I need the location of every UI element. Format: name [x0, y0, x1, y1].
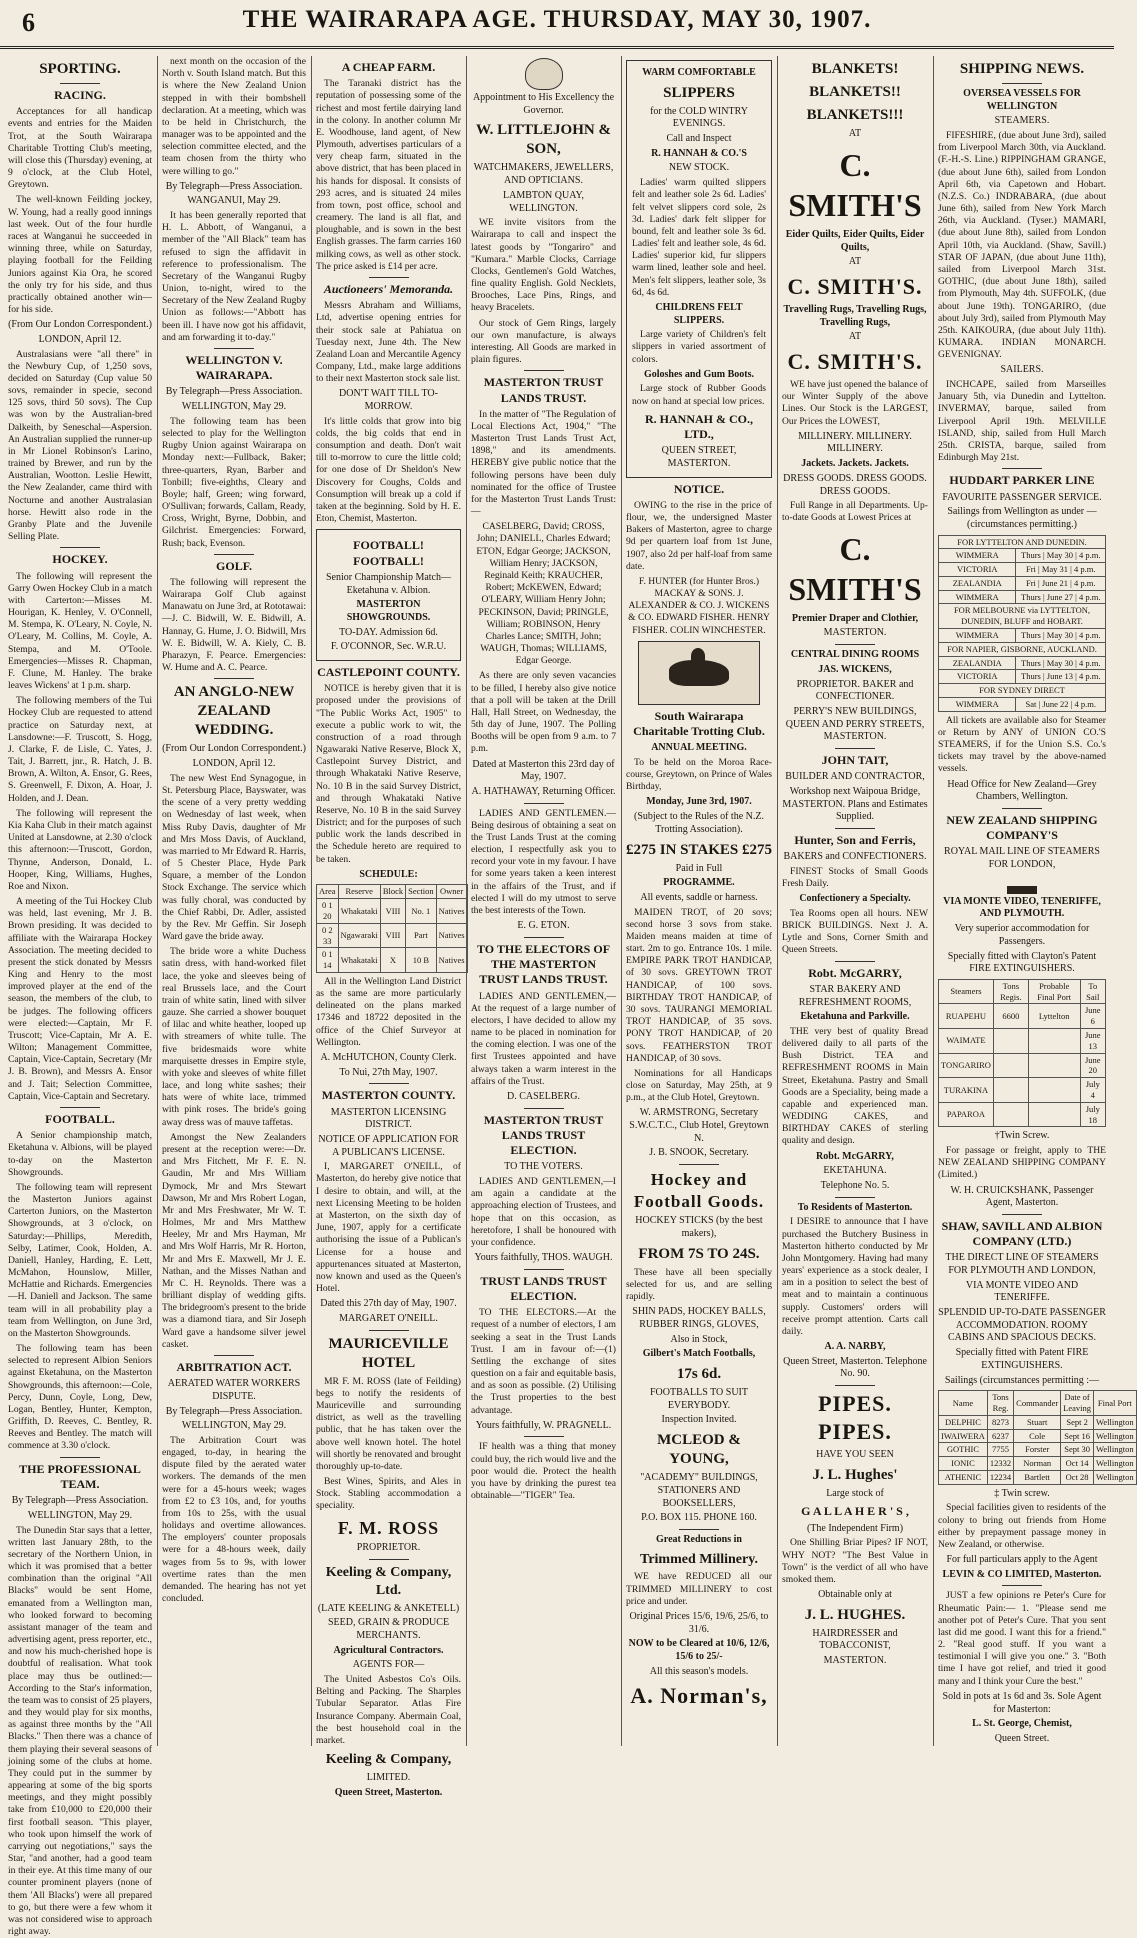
notice-paragraph: TO THE ELECTORS.—At the request of a number of electors, I am seeking a seat in the Trust Lands Trust. I am in favour of:—(1) Settling the exchange of sites question on a fair and equitable basis, and as soon as possible. (2) Utilising the Trust properties to the best advantage.: [471, 1307, 616, 1417]
notice-paragraph: As there are only seven vacancies to be filled, I hereby also give notice that a poll will be taken at the Drill Hall, Hall Street, on Wednesday, the 5th day of June, 1907. The Polling Booths will be open from 9 a.m. to 7 p.m.: [471, 670, 616, 755]
dateline: WELLINGTON, May 29.: [162, 1420, 306, 1433]
nominee-list: CASELBERG, David; CROSS, John; DANIELL, Charles Edward; ETON, Edgar George; JACKSON, William Henry; JACKSON, Reginald Keith; KRAUCHER, Robert; McKEWEN, Edward; O'LEARY, William Henry John; PECKINSON, David; PRINGLE, William; ROBINSON, Henry Charles Lance; SMITH, John; WAUGH, Thomas; WILLIAMS, Edgar George.: [471, 521, 616, 667]
notice-paragraph: OWING to the rise in the price of flour, we, the undersigned Master Bakers of Masterton, agree to charge 9d per quartern loaf from 1st June, 1907, also 2d per half-loaf from same date.: [626, 500, 772, 573]
column-rule: [157, 56, 158, 1746]
article-paragraph: Amongst the New Zealanders present at the reception were:—Dr. and Mrs Fitchett, Mr F. E. N. Gaudin, Mr and Mrs William Dymock, Mr and Mrs Stewart Dawson, Mr and Mrs Robert Logan, Mr and Mrs Freshwater, Mr W. T. Holmes, Mr and Mrs Matthew Heeley, Mr and Mrs Hayman, Mr and Mrs Wolf Harris, Mr R. Horton, Mr and Mrs E. Maxwell, Mr J. E. Nathan, and the Misses Nathan and Mr C. H. Reynolds. There was a brilliant display of wedding gifts. The bridegroom's present to the bride was a diamond tiara, and Sir Joseph Ward gave a handsome silver jewel casket.: [162, 1132, 306, 1351]
article-paragraph: A meeting of the Tui Hockey Club was held, last evening, Mr J. B. Brown presiding. It was decided to affiliate with the Wairarapa Hockey Association. The meeting decided to present the stick donated by Messrs King and Henry to the most improved player at the end of the season, the members of the club, to be judges. The following officers were elected:—Captain, Mr F. Truscott; Vice-Captain, Mr A. E. Wilton; Management Committee, Captain, Vice-Captain, Secretary (Mr J. B. Brown), and Messrs A. Ensor and J. Tait; Selection Committee, Captain, Vice-Captain and Secretary.: [8, 896, 152, 1103]
advert-heading: South Wairarapa Charitable Trotting Club.: [626, 709, 772, 739]
table-row: RUAPEHU 6600 Lyttelton June 6: [939, 1004, 1106, 1029]
section-heading: SHIPPING NEWS.: [938, 60, 1106, 79]
subheading-hockey: HOCKEY.: [8, 552, 152, 567]
article-paragraph: The well-known Feilding jockey, W. Young, had a really good innings last week. Out of the four hurdle races at Wanganui he succeeded in winning three, while on Saturday, playing football for the Feilding Juniors against Kia Ora, he scored the only try for his side, and thus practically obtained another win—for his side.: [8, 194, 152, 316]
column-rule: [311, 56, 312, 1746]
notice-paragraph: I, MARGARET O'NEILL, of Masterton, do hereby give notice that I desire to obtain, and will, at the next Licensing Meeting to be holden at Masterton, on the sixth day of June, 1907, apply for a certificate authorising the issue of a Publican's License for a house and appurtenances situated at Masterton, now known and used as the Queen's Hotel.: [316, 1161, 461, 1295]
table-row: FOR LYTTELTON AND DUNEDIN.: [939, 535, 1106, 549]
column-rule: [621, 56, 622, 1746]
advert-paragraph: JUST a few opinions re Peter's Cure for Rheumatic Pain:— 1. "Please send me another pot of Peter's Cure. That you sent last did me good. I want this for a friend." 2. "Real good stuff. If you want a testimonial I will give you one." 3. "Both time I have got relief, and tried it good many and I think your Cure the best.": [938, 1590, 1106, 1687]
advert-paragraph: IF health was a thing that money could buy, the rich would live and the poor would die. Protect the health you have by drinking the purest tea obtainable—"TIGER" Tea.: [471, 1441, 616, 1502]
table-row: WIMMERA Thurs | May 30 | 4 p.m.: [939, 549, 1106, 563]
byline: By Telegraph—Press Association.: [162, 181, 306, 194]
column-shipping: SHIPPING NEWS. OVERSEA VESSELS FOR WELLINGTON STEAMERS. FIFESHIRE, (due about June 3rd), sailed from Liverpool March 30th, via Auckland. (F.-H.-S. Line.) RIPPINGHAM GRANGE, (due about June 6th), sailed from London April 6th, via Capetown and Hobart. (N.Z.S. Co.) INDRABARA, (due about June 6th), sailed from New York March 26th, via Auckland. (Tyser.) MAMARI, (due about June 8th), sailed from London April 10th, via Auckland. (Shaw, Savill.) STAR OF JAPAN, (due about June 11th), sailed from Liverpool March 31st. GOTHIC, (due about June 18th), sailed from Plymouth, May 4th. SUFFOLK, (due about June 19th). TONGARIRO, (due about July 3rd), sailed from Plymouth May 25th. KAIKOURA, (due about July 11th). KUMARA. INDIAN MONARCH. GEVENIGNAY. SAILERS. INCHCAPE, sailed from Marseilles January 5th, via Dunedin and Lyttelton. INVERMAY, barque, sailed from Liverpool April 19th. MELVILLE ISLAND, ship, sailed from Hull March 25th. CRISTA, barque, sailed from Edinburgh May 21st. HUDDART PARKER LINE FAVOURITE PASSENGER SERVICE. Sailings from Wellington as under — (circumstances permitting.) FOR LYTTELTON AND DUNEDIN. WIMMERA Thurs | May 30 | 4 p.m. VICTORIA Fri | May 31 | 4 p.m. ZEALANDIA Fri | June 21 | 4 p.m. WIMMERA Thurs | June 27 | 4 p.m. FOR MELBOURNE via LYTTELTON, DUNEDIN, BLUFF and HOBART. WIMMERA Thurs | May 30 | 4 p.m. FOR NAPIER, GISBORNE, AUCKLAND. ZEALANDIA Thurs | May 30 | 4 p.m. VICTORIA Thurs | June 13 | 4 p.m. FOR SYDNEY DIRECT WIMMERA Sat | June 22 | 4 p.m. All tickets are available also for Steamer or Return by ANY of UNION CO.'S STEAMERS, if for the Union S.S. Co.'s tickets may travel by the above-named vessels. Head Office for New Zealand—Grey Chambers, Wellington. NEW ZEALAND SHIPPING COMPANY'S ROYAL MAIL LINE OF STEAMERS FOR LONDON, VIA MONTE VIDEO, TENERIFFE, AND PLYMOUTH. Very superior accommodation for Passengers. Specially fitted with Clayton's Patent FIRE EXTINGUISHERS. Steamers Tons Regis. Probable Final Port To Sail RUAPEHU 6600 Lyttelton June 6 WAIMATE June 13 TONGARIRO June 20 TURAKINA July 4 PAPAROA July 18 †Twin Screw. For passage or freight, apply to THE NEW ZEALAND SHIPPING COMPANY (Limited.) W. H. CRUICKSHANK, Passenger Agent, Masterton. SHAW, SAVILL AND ALBION COMPANY (LTD.) THE DIRECT LINE OF STEAMERS FOR PLYMOUTH AND LONDON, VIA MONTE VIDEO AND TENERIFFE. SPLENDID UP-TO-DATE PASSENGER ACCOMMODATION. ROOMY CABINS AND SPACIOUS DECKS. Specially fitted with Patent FIRE EXTINGUISHERS. Sailings (circumstances permitting :— Name Tons Reg. Commander Date of Leaving Final Port DELPHIC 8273 Stuart Sept 2 Wellington IWAIWERA 6237 Cole Sept 16 Wellington GOTHIC 7755 Forster Sept 30 Wellington IONIC 12332 Norman Oct 14 Wellington ATHENIC 12234 Bartlett Oct 28 Wellington ‡ Twin screw. Special facilities given to residents of the colony to bring out friends from Home either by prepayment passage money in New Zealand, or otherwise. For full particulars apply to the Agent LEVIN & CO LIMITED, Masterton. JUST a few opinions re Peter's Cure for Rheumatic Pain:— 1. "Please send me another pot of Peter's Cure. That you sent last did me good. I want this for a friend." 2. "Real good stuff. If you want a testimonial I will give you one." 3. "Both time I have got relief, and tried it good many and I think your Cure the best." Sold in pots at 1s 6d and 3s. Sole Agent for Masterton: L. St. George, Chemist, Queen Street.: [938, 56, 1106, 1746]
advert-paragraph: Best Wines, Spirits, and Ales in Stock. Stabling accommodation a speciality.: [316, 1476, 461, 1513]
subheading: AERATED WATER WORKERS DISPUTE.: [162, 1378, 306, 1403]
article-paragraph: Messrs Abraham and Williams, Ltd, advertise opening entries for their stock sale at Pahiatua on Tuesday next, June 4th. The New Zealand Loan and Mercantile Agency Company, Ltd., make large additions to their next Masterton stock sale list.: [316, 300, 461, 385]
table-row: GOTHIC 7755 Forster Sept 30 Wellington: [939, 1443, 1137, 1457]
advert-paragraph: WE invite visitors from the Wairarapa to call and inspect the latest goods by "Tongariro" and "Kumara." Marble Clocks, Carriage Clocks, Gentlemen's Gold Watches, fine quality English. Gold Necklets, Brooches, Lace Pins, Rings, and heavy Bracelets.: [471, 217, 616, 314]
article-paragraph: It has been generally reported that H. L. Abbott, of Wanganui, a member of the "All Black" team has refused to sign the affidavit in reference to professionalism. The Secretary of the Wanganui Rugby Union, to-night, wired to the Secretary of the New Zealand Rugby Union as follows:—"Abbott has been ill. I have now got his affidavit, and am forwarding it to-day.": [162, 210, 306, 344]
byline: By Telegraph—Press Association.: [162, 386, 306, 399]
advert-football: FOOTBALL! FOOTBALL! Senior Championship Match— Eketahuna v. Albion. MASTERTON SHOWGROUNDS. TO-DAY. Admission 6d. F. O'CONNOR, Sec. W.R.U.: [316, 529, 461, 661]
table-row: ATHENIC 12234 Bartlett Oct 28 Wellington: [939, 1470, 1137, 1484]
advert-heading: NEW ZEALAND SHIPPING COMPANY'S: [938, 813, 1106, 843]
article-paragraph: The following will represent the Wairarapa Golf Club against Manawatu on June 3rd, at Rototawai:—J. C. Bidwill, W. E. Bidwill, A. Hannay, G. Hume, J. O. Bidwill, Mrs W. E. Bidwill, W. A. Kiely, C. B. Pharazyn, F. Pearce. Emergencies: W. Hume and A. C. Pearce.: [162, 577, 306, 674]
table-row: TURAKINA July 4: [939, 1078, 1106, 1103]
advert-heading: C. SMITH'S: [782, 145, 928, 226]
article-paragraph: next month on the occasion of the North v. South Island match. But this is where the New Zealand Union stepped in with their bombshell declaration. At a meeting, which was to be held in Christchurch, the manager was to be appointed and the selection committee elected, and the team chosen from the thirty who were willing to go.": [162, 56, 306, 178]
table-row: VICTORIA Fri | May 31 | 4 p.m.: [939, 563, 1106, 577]
column-adverts-1: WARM COMFORTABLE SLIPPERS for the COLD WINTRY EVENINGS. Call and Inspect R. HANNAH & CO.'S NEW STOCK. Ladies' warm quilted slippers felt and leather sole 2s 6d. Ladies' felt velvet slippers cord sole, 2s 3d. Ladies' dark felt slipper for bound, felt and leather sole 3s 6d. Ladies' felt and leather sole, 4s 6d. Ladies' superior kid, fur slippers warm lined, leather sole and heel. Men's felt slippers, leather sole, 3s 6d, 4s 6d. CHILDRENS FELT SLIPPERS. Large variety of Children's felt slippers in varied assortment of colors. Goloshes and Gum Boots. Large stock of Rubber Goods now on hand at special low prices. R. HANNAH & CO., LTD., QUEEN STREET, MASTERTON. NOTICE. OWING to the rise in the price of flour, we, the undersigned Master Bakers of Masterton, agree to charge 9d per quartern loaf from 1st June, 1907, also 2d per half-loaf from same date. F. HUNTER (for Hunter Bros.) MACKAY & SONS. J. ALEXANDER & CO. J. WICKENS & CO. EDWARD FISHER. HENRY FISHER. COLIN WINCHESTER. South Wairarapa Charitable Trotting Club. ANNUAL MEETING. To be held on the Moroa Race-course, Greytown, on Prince of Wales Birthday, Monday, June 3rd, 1907. (Subject to the Rules of the N.Z. Trotting Association). £275 IN STAKES £275 Paid in Full PROGRAMME. All events, saddle or harness. MAIDEN TROT, of 20 sovs; second horse 3 sovs from stake. Maiden means maiden at time of start. 2m to go. Entrance 10s. 1 mile. EMPIRE PARK TROT HANDICAP, of 30 sovs. GREYTOWN TROT HANDICAP, of 100 sovs. BIRTHDAY TROT HANDICAP, of 30 sovs. TAURANGI MEMORIAL TROT HANDICAP, of 35 sovs. PONY TROT HANDICAP, of 20 sovs. FEATHERSTON TROT HANDICAP, of 30 sovs. Nominations for all Handicaps close on Saturday, May 25th, at 9 p.m., at the Club Hotel, Greytown. W. ARMSTRONG, Secretary S.W.C.T.C., Club Hotel, Greytown N. J. B. SNOOK, Secretary. Hockey and Football Goods. HOCKEY STICKS (by the best makers), FROM 7S TO 24S. These have all been specially selected for us, and are selling rapidly. SHIN PADS, HOCKEY BALLS, RUBBER RINGS, GLOVES, Also in Stock, Gilbert's Match Footballs, 17s 6d. FOOTBALLS TO SUIT EVERYBODY. Inspection Invited. MCLEOD & YOUNG, "ACADEMY" BUILDINGS, STATIONERS AND BOOKSELLERS, P.O. BOX 115. PHONE 160. Great Reductions in Trimmed Millinery. WE have REDUCED all our TRIMMED MILLINERY to cost price and under. Original Prices 15/6, 19/6, 25/6, to 31/6. NOW to be Cleared at 10/6, 12/6, 15/6 to 25/- All this season's models. A. Norman's,: [626, 56, 772, 1746]
column-adverts-2: BLANKETS! BLANKETS!! BLANKETS!!! AT C. SMITH'S Eider Quilts, Eider Quilts, Eider Quilts, AT C. SMITH'S. Travelling Rugs, Travelling Rugs, Travelling Rugs, AT C. SMITH'S. WE have just opened the balance of our Winter Supply of the above Lines. Our Stock is the LARGEST, Our Prices the LOWEST, MILLINERY. MILLINERY. MILLINERY. Jackets. Jackets. Jackets. DRESS GOODS. DRESS GOODS. DRESS GOODS. Full Range in all Departments. Up-to-date Goods at Lowest Prices at C. SMITH'S Premier Draper and Clothier, MASTERTON. CENTRAL DINING ROOMS JAS. WICKENS, PROPRIETOR. BAKER and CONFECTIONER. PERRY'S NEW BUILDINGS, QUEEN AND PERRY STREETS, MASTERTON. JOHN TAIT, BUILDER AND CONTRACTOR, Workshop next Waipoua Bridge, MASTERTON. Plans and Estimates Supplied. Hunter, Son and Ferris, BAKERS and CONFECTIONERS. FINEST Stocks of Small Goods Fresh Daily. Confectionery a Specialty. Tea Rooms open all hours. NEW BRICK BUILDINGS. Next J. A. Lytle and Sons, Corner Smith and Queen Streets. Robt. McGARRY, STAR BAKERY AND REFRESHMENT ROOMS, Eketahuna and Parkville. THE very best of quality Bread delivered daily to all parts of the Bush District. TEA and REFRESHMENT ROOMS in Main Street, Eketahuna. Pastry and Small Goods are a Speciality, being made a capable and experienced man. WEDDING CAKES, and BIRTHDAY CAKES of sterling quality and design. Robt. McGARRY, EKETAHUNA. Telephone No. 5. To Residents of Masterton. I DESIRE to announce that I have purchased the Butchery Business in Masterton hitherto conducted by Mr John Montgomery. Having had many years' experience as a stock dealer, I am in a position to select the best of meat and to maintain a continuous supply. Customers' orders will receive prompt attention. Carts call daily. A. A. NARBY, Queen Street, Masterton. Telephone No. 90. PIPES. PIPES. HAVE YOU SEEN J. L. Hughes' Large stock of G A L L A H E R ' S , (The Independent Firm) One Shilling Briar Pipes? IF NOT, WHY NOT? "The Best Value in Town" is the verdict of all who have smoked them. Obtainable only at J. L. HUGHES. HAIRDRESSER and TOBACCONIST, MASTERTON.: [782, 56, 928, 1746]
column-notices: A CHEAP FARM. The Taranaki district has the reputation of possessing some of the richest and most fertile dairying land in the colony. In another column Mr E. Woodhouse, land agent, of New Plymouth, advertises particulars of a very cheap farm, situated in the above district, that has been placed in his hands for disposal. It consists of 293 acres, and is situated 24 miles from town, post office, school and creamery. The land is all flat, and ploughable, and is sown in the best English grasses. The farm carries 160 milking cows, as well as other stock. The price asked is £14 per acre. Auctioneers' Memoranda. Messrs Abraham and Williams, Ltd, advertise opening entries for their stock sale at Pahiatua on Tuesday next, June 4th. The New Zealand Loan and Mercantile Agency Company, Ltd., make large additions to their next Masterton stock sale list. DON'T WAIT TILL TO-MORROW. It's little colds that grow into big colds, the big colds that end in consumption and death. Don't wait till to-morrow to cure the little cold; for one dose of Dr Sheldon's New Discovery for Coughs, Colds and Consumption will break up a cold if taken at the beginning. Sold by H. E. Eton, Chemist, Masterton. FOOTBALL! FOOTBALL! Senior Championship Match— Eketahuna v. Albion. MASTERTON SHOWGROUNDS. TO-DAY. Admission 6d. F. O'CONNOR, Sec. W.R.U. CASTLEPOINT COUNTY. NOTICE is hereby given that it is proposed under the provisions of "The Public Works Act, 1905" to execute a public work to wit, the construction of a road through Ngawaraki Native Reserve, Block X, Castlepoint Survey District, and through Whakataki Native Reserve, No. 10 B in the said Survey District, and through Whakataki Native Reserve, No. 10 B in the said Survey District; and for the purposes of such public work the lands described in the Schedule hereto are required to be taken. SCHEDULE: Area Reserve Block Section Owner 0 1 20 Whakataki VIII No. 1 Natives 0 2 33 Ngawaraki VIII Part Natives 0 1 14 Whakataki X 10 B Natives All in the Wellington Land District as the same are more particularly delineated on the plans marked 17346 and 18722 deposited in the office of the Chief Surveyor at Wellington. A. McHUTCHON, County Clerk. To Nui, 27th May, 1907. MASTERTON COUNTY. MASTERTON LICENSING DISTRICT. NOTICE OF APPLICATION FOR A PUBLICAN'S LICENSE. I, MARGARET O'NEILL, of Masterton, do hereby give notice that I desire to obtain, and will, at the next Licensing Meeting to be holden at Masterton, on the sixth day of June, 1907, apply for a certificate authorising the issue of a Publican's License for a house and appurtenances situated at Masterton, now known and used as the Queen's Hotel. Dated this 27th day of May, 1907. MARGARET O'NEILL. MAURICEVILLE HOTEL MR F. M. ROSS (late of Feilding) begs to notify the residents of Mauriceville and surrounding district, as well as the travelling public, that he has taken over the above well known hotel. The hotel will shortly be renovated and brought thoroughly up-to-date. Best Wines, Spirits, and Ales in Stock. Stabling accommodation a speciality. F. M. ROSS PROPRIETOR. Keeling & Company, Ltd. (LATE KEELING & ANKETELL) SEED, GRAIN & PRODUCE MERCHANTS. Agricultural Contractors. AGENTS FOR— The United Asbestos Co's Oils. Belting and Packing. The Sharples Tubular Separator. Atlas Fire Insurance Company. Abermain Coal, the best household coal in the market. Keeling & Company, LIMITED. Queen Street, Masterton.: [316, 56, 461, 1746]
table-row: FOR MELBOURNE via LYTTELTON, DUNEDIN, BLUFF and HOBART.: [939, 604, 1106, 629]
column-sporting: [8, 56, 152, 1746]
subheading: DON'T WAIT TILL TO-MORROW.: [316, 388, 461, 413]
dateline: WELLINGTON, May 29.: [8, 1510, 152, 1523]
ssa-sailings-table: Name Tons Reg. Commander Date of Leaving Final Port DELPHIC 8273 Stuart Sept 2 Wellington IWAIWERA 6237 Cole Sept 16 Wellington GOTHIC 7755 Forster Sept 30 Wellington IONIC 12332 Norman Oct 14 Wellington ATHENIC 12234 Bartlett Oct 28 Wellington: [938, 1390, 1137, 1484]
table-row: IWAIWERA 6237 Cole Sept 16 Wellington: [939, 1429, 1137, 1443]
byline: (From Our London Correspondent.): [162, 743, 306, 756]
byline: (From Our London Correspondent.): [8, 319, 152, 332]
advert-paragraph: MR F. M. ROSS (late of Feilding) begs to notify the residents of Mauriceville and surrounding district, as well as the travelling public, that he has taken over the above well known hotel. The hotel will shortly be renovated and brought thoroughly up-to-date.: [316, 1376, 461, 1473]
table-row: 0 2 33 Ngawaraki VIII Part Natives: [317, 923, 468, 948]
section-heading: SPORTING.: [8, 60, 152, 79]
newspaper-title: THE WAIRARAPA AGE. THURSDAY, MAY 30, 1907.: [0, 6, 1114, 34]
column-rule: [777, 56, 778, 1746]
table-row: VICTORIA Thurs | June 13 | 4 p.m.: [939, 670, 1106, 684]
table-row: TONGARIRO June 20: [939, 1053, 1106, 1078]
dateline: WANGANUI, May 29.: [162, 195, 306, 208]
table-row: DELPHIC 8273 Stuart Sept 2 Wellington: [939, 1415, 1137, 1429]
notice-paragraph: LADIES AND GENTLEMEN,—I am again a candidate at the approaching election of Trustees, and hope that on this occasion, as heretofore, I shall be honoured with your confidence.: [471, 1176, 616, 1249]
steamship-icon: [1007, 874, 1037, 894]
column-news: [162, 56, 306, 1746]
table-row: PAPAROA July 18: [939, 1102, 1106, 1127]
article-paragraph: A Senior championship match, Eketahuna v. Albions, will be played to-day on the Masterton Showgrounds.: [8, 1130, 152, 1179]
article-paragraph: The new West End Synagogue, in St. Petersburg Place, Bayswater, was the scene of a very pretty wedding on Wednesday of last week, when Miss Ruby Davis, daughter of Mr and Mrs Moss Davis, of Auckland, was married to Mr Edward R. Harris, of 5 Chester Place, Hyde Park Square, a member of the London Stock Exchange. The service which was fully choral, was conducted by the Chief Rabbi, Dr. Adler, assisted by the Rev. Mr Geffin. Sir Joseph Ward gave the bride away.: [162, 773, 306, 943]
advert-paragraph: The United Asbestos Co's Oils. Belting and Packing. The Sharples Tubular Separator. Atlas Fire Insurance Company. Abermain Coal, the best household coal in the market.: [316, 1674, 461, 1747]
advert-paragraph: It's little colds that grow into big colds, the big colds that end in consumption and death. Don't wait till to-morrow to cure the little cold; for one dose of Dr Sheldon's New Discovery for Coughs, Colds and Consumption will break up a cold if taken at the beginning. Sold by H. E. Eton, Chemist, Masterton.: [316, 416, 461, 526]
subheading-golf: GOLF.: [162, 559, 306, 574]
advert-slippers: WARM COMFORTABLE SLIPPERS for the COLD WINTRY EVENINGS. Call and Inspect R. HANNAH & CO.'S NEW STOCK. Ladies' warm quilted slippers felt and leather sole 2s 6d. Ladies' felt velvet slippers cord sole, 2s 3d. Ladies' dark felt slipper for bound, felt and leather sole 3s 6d. Ladies' felt and leather sole, 4s 6d. Ladies' superior kid, fur slippers warm lined, leather sole and heel. Men's felt slippers, leather sole, 3s 6d, 4s 6d. CHILDRENS FELT SLIPPERS. Large variety of Children's felt slippers in varied assortment of colors. Goloshes and Gum Boots. Large stock of Rubber Goods now on hand at special low prices. R. HANNAH & CO., LTD., QUEEN STREET, MASTERTON.: [626, 60, 772, 478]
notice-paragraph: LADIES AND GENTLEMEN.—Being desirous of obtaining a seat on the Trust Lands Trust at the coming election, I respectfully ask you to record your vote in my favour. I have for some years taken a keen interest in the affairs of the Trust, and if elected I will do my utmost to serve the best interests of the Town.: [471, 808, 616, 918]
column-rule: [933, 56, 934, 1746]
royal-crest-icon: [525, 58, 563, 90]
nzs-sailings-table: Steamers Tons Regis. Probable Final Port To Sail RUAPEHU 6600 Lyttelton June 6 WAIMATE June 13 TONGARIRO June 20 TURAKINA July 4 PAPAROA July 18: [938, 979, 1106, 1127]
advert-heading: SHAW, SAVILL AND ALBION COMPANY (LTD.): [938, 1219, 1106, 1249]
article-paragraph: The Taranaki district has the reputation of possessing some of the richest and most fertile dairying land in the colony. In another column Mr E. Woodhouse, land agent, of New Plymouth, advertises particulars of a very cheap farm, situated in the above district, that has been placed in his hands for disposal. It consists of 293 acres, and is situated 24 miles from town, post office, school and creamery. The land is all flat, and ploughable, and is sown in the best English grasses. The farm carries 160 milking cows, as well as other stock. The price asked is £14 per acre.: [316, 78, 461, 273]
table-row: ZEALANDIA Thurs | May 30 | 4 p.m.: [939, 656, 1106, 670]
table-row: 0 1 20 Whakataki VIII No. 1 Natives: [317, 899, 468, 924]
article-paragraph: The Dunedin Star says that a letter, written last January 28th, to the secretary of the Northern Union, in which it was promised that a better combination than the original "All Blacks" would be sent Home, emanated from a Wellington man, who looked forward to becoming assistant manager of the team and advertising agent, press reporter, etc., and now his much-cherished hope is doubtful of realisation. What took place may thus be outlined:—According to the Star's information, the team was to consist of 25 players, and they would play for six months, as against three months by the "All Blacks." Then there was a chance of them playing their several seasons of joining some of the clubs at home. They could put in the summer by appearing at some of the big sports meetings, and they might possibly take from £10,000 to £20,000 their first football season. "This player, who took upon himself the work of carrying out negotiations," says the Star, "and another, had a good team in their eye. At this time many of our counter prominent players (none of them 'All Blacks') were all prepared to go, but there were a few whom it was not considered wise to approach right away.: [8, 1525, 152, 1938]
notice-heading: TRUST LANDS TRUST ELECTION.: [471, 1274, 616, 1304]
advert-heading: HUDDART PARKER LINE: [938, 473, 1106, 488]
notice-heading: MASTERTON TRUST LANDS TRUST ELECTION.: [471, 1113, 616, 1159]
headline-wedding: AN ANGLO-NEW ZEALAND WEDDING.: [162, 683, 306, 740]
table-row: WIMMERA Sat | June 22 | 4 p.m.: [939, 697, 1106, 711]
notice-paragraph: LADIES AND GENTLEMEN,—At the request of a large number of electors, I have decided to allow my name to be placed in nomination for the coming election. I was one of the first Trustees appointed and have always taken a warm interest in the affairs of the Trust.: [471, 991, 616, 1088]
article-paragraph: Acceptances for all handicap events and entries for the Maiden Trot, at the South Wairarapa Charitable Trotting Club's meeting, will close this (Thursday) evening, at 9 o'clock, at the Club Hotel, Greytown.: [8, 106, 152, 191]
article-paragraph: The following will represent the Kia Kaha Club in their match against United at Lansdowne, at 2.30 o'clock this afternoon:—Truscott, Gordon, Thynne, Anderson, Donald, L. Hooper, King, Williams, Hughes, Roe and Nixon.: [8, 808, 152, 893]
article-paragraph: Australasians were "all there" in the Newbury Cup, of 1,250 sovs, decided on Saturday (Cup value 50 sovs, remainder in specie, second 125 sovs, third 50 sovs). The Cup was won by the Australian-bred Dalkeith, by Seneschal—Aspersion. An Australian supplied the runner-up in Mr Lionel Robinson's Larino, trained by Brewer, and run by the Australian, Wootton. Leslie Hewitt, the New Zealander, came third with Nocturne and another Australasian horse. Hewitt also rode in the Granby Plate and the Juvenile Selling Plate.: [8, 349, 152, 544]
dateline: LONDON, April 12.: [162, 758, 306, 771]
schedule-table: Area Reserve Block Section Owner 0 1 20 Whakataki VIII No. 1 Natives 0 2 33 Ngawaraki VIII Part Natives 0 1 14 Whakataki X 10 B Natives: [316, 884, 468, 972]
notice-heading: CASTLEPOINT COUNTY.: [316, 665, 461, 680]
subheading-racing: RACING.: [8, 88, 152, 103]
table-row: WAIMATE June 13: [939, 1029, 1106, 1054]
advert-heading: MAURICEVILLE HOTEL: [316, 1335, 461, 1373]
notice-heading: MASTERTON TRUST LANDS TRUST.: [471, 375, 616, 405]
dateline: WELLINGTON, May 29.: [162, 401, 306, 414]
table-row: FOR SYDNEY DIRECT: [939, 684, 1106, 698]
table-row: WIMMERA Thurs | June 27 | 4 p.m.: [939, 590, 1106, 604]
page-number: 6: [22, 8, 35, 38]
notice-paragraph: All in the Wellington Land District as the same are more particularly delineated on the plans marked 17346 and 18722 deposited in the office of the Chief Surveyor at Wellington.: [316, 976, 461, 1049]
notice-heading: NOTICE.: [626, 482, 772, 497]
table-row: IONIC 12332 Norman Oct 14 Wellington: [939, 1457, 1137, 1471]
headline-arbitration: ARBITRATION ACT.: [162, 1360, 306, 1375]
subheading-wellington-wairarapa: WELLINGTON V. WAIRARAPA.: [162, 353, 306, 383]
sailing-schedule-table: [938, 535, 1106, 712]
article-paragraph: The following will represent the Garry Owen Hockey Club in a match with Carterton:—Misses M. Hourigan, K. Henley, V. O'Connell, M. Stempa, K. O'Leary, N. Coyle, N. O'Leary, M. Collins, M. Coyle, A. Stempa, and M. O'Toole. Emergencies—Misses R. Chapman, F. Clune, M. Hanley. The brake leaves Wickens' at 1 p.m. sharp.: [8, 571, 152, 693]
advert-heading: Hockey and Football Goods.: [626, 1169, 772, 1212]
article-paragraph: The following members of the Tui Hockey Club are requested to attend practice on Saturday next, at Lansdowne:—F. Truscott, S. Hogg, J. Clarke, F. de Lisle, C. Yates, J. Tait, J. Barrett, jnr., R. Hatch, J. B. Brown, A. Wilton, A. Ensor, G. Rees, S. Greenwell, F. Dixon, A. Hoar, J. Holden, and J. Dean.: [8, 695, 152, 805]
article-paragraph: The following team will represent the Masterton Juniors against Carterton Juniors, on the Masterton Showgrounds, at 3 o'clock, on Saturday:—Phillips, Meredith, Selby, Latimer, Cook, Holden, A. Daniell, Hanley, Harding, E. Lett, McMahon, Hounslow, Miller, McHattie and Richards. Emergencies—H. Daniell and Jackson. The same team will in all probability play a team from Wellington, on June 3rd, on the Masterton Showgrounds.: [8, 1182, 152, 1340]
masthead: [0, 0, 1114, 49]
notice-heading: TO THE ELECTORS OF THE MASTERTON TRUST LANDS TRUST.: [471, 942, 616, 988]
headline-auctioneers: Auctioneers' Memoranda.: [316, 282, 461, 297]
table-row: 0 1 14 Whakataki X 10 B Natives: [317, 948, 468, 973]
notice-paragraph: NOTICE is hereby given that it is proposed under the provisions of "The Public Works Act, 1905" to execute a public work to wit, the construction of a road through Ngawaraki Native Reserve, Block X, Castlepoint Survey District, and through Whakataki Native Reserve, No. 10 B in the said Survey District, and through Whakataki Native Reserve, No. 10 B in the said Survey District; and for the purposes of such public work the lands described in the Schedule hereto are required to be taken.: [316, 683, 461, 866]
headline-cheap-farm: A CHEAP FARM.: [316, 60, 461, 75]
article-paragraph: The following team has been selected to represent Albion Seniors against Eketahuna, on the Masterton Showgrounds, this afternoon:—Cole, Percy, Dunn, Coyle, Long, Dew, Logan, Bentley, Hunter, Kempton, Griffith, D. Reeves, C. Bentley, R. Reeves and Bentley. The match will commence at 3.30 o'clock.: [8, 1343, 152, 1453]
trotting-horse-icon: [638, 641, 760, 705]
advert-heading: W. LITTLEJOHN & SON,: [471, 121, 616, 159]
advert-heading: FOOTBALL! FOOTBALL!: [322, 538, 455, 568]
column-elections: Appointment to His Excellency the Governor. W. LITTLEJOHN & SON, WATCHMAKERS, JEWELLERS, AND OPTICIANS. LAMBTON QUAY, WELLINGTON. WE invite visitors from the Wairarapa to call and inspect the latest goods by "Tongariro" and "Kumara." Marble Clocks, Carriage Clocks, Gentlemen's Gold Watches, fine quality English. Gold Necklets, Brooches, Lace Pins, Rings, and heavy Bracelets. Our stock of Gem Rings, largely our own manufacture, is always interesting. All Goods are marked in plain figures. MASTERTON TRUST LANDS TRUST. In the matter of "The Regulation of Local Elections Act, 1904," "The Masterton Trust Lands Trust Act, 1898," and its amendments. HEREBY give public notice that the following persons have been duly nominated for the office of Trustee for the Masterton Trust Lands Trust:— CASELBERG, David; CROSS, John; DANIELL, Charles Edward; ETON, Edgar George; JACKSON, William Henry; JACKSON, Reginald Keith; KRAUCHER, Robert; McKEWEN, Edward; O'LEARY, William Henry John; PECKINSON, David; PRINGLE, William; ROBINSON, Henry Charles Lance; SMITH, John; WAUGH, Thomas; WILLIAMS, Edgar George. As there are only seven vacancies to be filled, I hereby also give notice that a poll will be taken at the Drill Hall, Hall Street, on Wednesday, the 5th day of June, 1907. The Polling Booths will be open from 9 a.m. to 7 p.m. Dated at Masterton this 23rd day of May, 1907. A. HATHAWAY, Returning Officer. LADIES AND GENTLEMEN.—Being desirous of obtaining a seat on the Trust Lands Trust at the coming election, I respectfully ask you to record your vote in my favour. I have for some years taken a keen interest in the affairs of the Trust, and if elected I will do my utmost to serve the best interests of the Town. E. G. ETON. TO THE ELECTORS OF THE MASTERTON TRUST LANDS TRUST. LADIES AND GENTLEMEN,—At the request of a large number of electors, I have decided to allow my name to be placed in nomination for the coming election. I was one of the first Trustees appointed and have always taken a warm interest in the affairs of the Trust. D. CASELBERG. MASTERTON TRUST LANDS TRUST ELECTION. TO THE VOTERS. LADIES AND GENTLEMEN,—I am again a candidate at the approaching election of Trustees, and hope that on this occasion, as heretofore, I shall be honoured with your confidence. Yours faithfully, THOS. WAUGH. TRUST LANDS TRUST ELECTION. TO THE ELECTORS.—At the request of a number of electors, I am seeking a seat in the Trust Lands Trust. I am in favour of:—(1) Settling the exchange of sites question on a fair and equitable basis, and as soon as possible. (2) Utilising the Trust properties to the best advantage. Yours faithfully, W. PRAGNELL. IF health was a thing that money could buy, the rich would live and the poor would die. Protect the health you have by drinking the purest tea obtainable—"TIGER" Tea.: [471, 56, 616, 1746]
table-row: FOR NAPIER, GISBORNE, AUCKLAND.: [939, 642, 1106, 656]
dateline: LONDON, April 12.: [8, 334, 152, 347]
table-row: WIMMERA Thurs | May 30 | 4 p.m.: [939, 629, 1106, 643]
byline: By Telegraph—Press Association.: [8, 1495, 152, 1508]
notice-heading: MASTERTON COUNTY.: [316, 1088, 461, 1103]
article-paragraph: The following team has been selected to play for the Wellington Rugby Union against Wairarapa on Monday next:—Fullback, Baker; three-quarters, Ryan, Barber and Tonbill; five-eighths, Cleary and Boyle; half, Green; wing forward, O'Sullivan; forwards, Callam, Ready, Cross, Wright, Byrne, Dobbin, and Gilchrist. Emergencies: Forward, Rush; back, Evenson.: [162, 416, 306, 550]
notice-paragraph: In the matter of "The Regulation of Local Elections Act, 1904," "The Masterton Trust Lands Trust Act, 1898," and its amendments. HEREBY give public notice that the following persons have been duly nominated for the office of Trustee for the Masterton Trust Lands Trust:—: [471, 409, 616, 519]
table-row: ZEALANDIA Fri | June 21 | 4 p.m.: [939, 576, 1106, 590]
advert-paragraph: Our stock of Gem Rings, largely our own manufacture, is always interesting. All Goods are marked in plain figures.: [471, 318, 616, 367]
subheading-professional-team: THE PROFESSIONAL TEAM.: [8, 1462, 152, 1492]
subheading-football: FOOTBALL.: [8, 1112, 152, 1127]
byline: By Telegraph—Press Association.: [162, 1406, 306, 1419]
article-paragraph: The bride wore a white Duchess satin dress, with hand-worked filet lace, the yoke and sleeves being of real Brussels lace, and the Court train of white satin, lined with silver gauze. She carried a shower bouquet of lilac and white heather, looped up with streamers of white tulle. The five bridesmaids wore white marquisette dresses in Empire style, with yoke and sleeves of white fillet lace, and long white sashes; their hats were of white lace, trimmed with pink roses. The bride's going away dress was of mauve taffetas.: [162, 946, 306, 1129]
article-paragraph: The Arbitration Court was engaged, to-day, in hearing the dispute filed by the aerated water workers. The demands of the men were for a 45-hours week; wages from £2 to £3 10s, and, for youths from 10s to 25s, with the usual holidays and overtime allowances. The employers' counter proposals were for a 48-hours week, daily wages from 5s to 9s, with lower overtime rates than the men demanded. The hearing has not yet concluded.: [162, 1435, 306, 1605]
advert-heading: Keeling & Company, Ltd.: [316, 1564, 461, 1600]
